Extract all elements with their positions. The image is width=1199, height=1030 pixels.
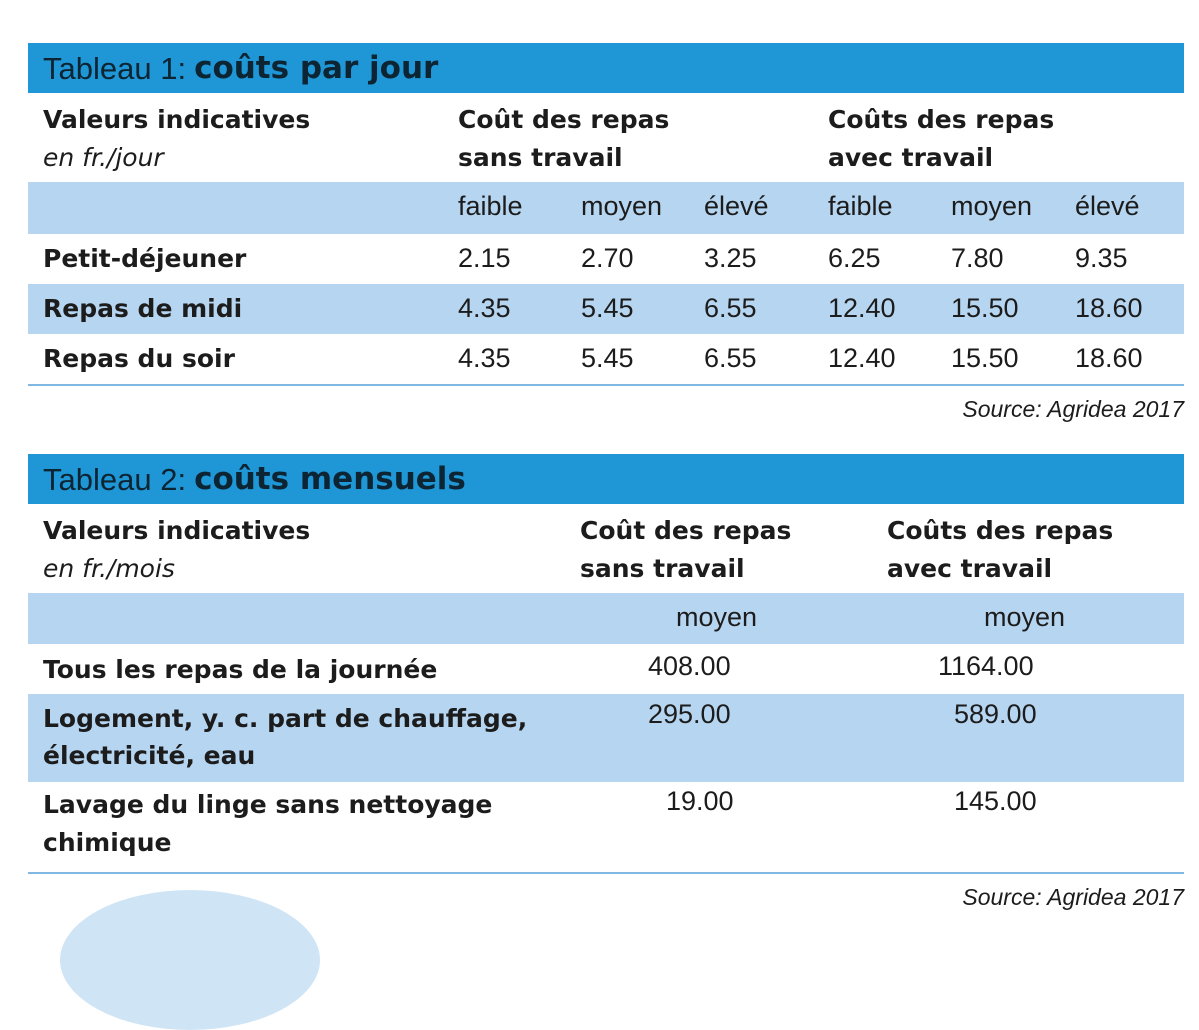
row-label: Petit-déjeuner [43, 244, 247, 273]
table2-group2-header-l2: avec travail [887, 554, 1053, 583]
table1-title-prefix: Tableau 1: [43, 50, 187, 86]
cell-value: 15.50 [951, 343, 1019, 373]
table1-subheader: élevé [1075, 191, 1140, 221]
cell-value: 3.25 [704, 243, 757, 273]
table2-subheader: moyen [984, 602, 1066, 632]
table1-subheader: moyen [581, 191, 663, 221]
table2-title-main: coûts mensuels [194, 460, 466, 497]
table2-title-prefix: Tableau 2: [43, 461, 187, 497]
table1-source: Source: Agridea 2017 [962, 396, 1184, 422]
table1-group1-header-l2: sans travail [458, 143, 623, 172]
row-label: chimique [43, 828, 172, 857]
table2-group1-header-l2: sans travail [580, 554, 745, 583]
table1-subheader: élevé [704, 191, 769, 221]
decorative-bubble [60, 890, 320, 1030]
table2-subheader-row [28, 593, 1184, 644]
table1-title-main: coûts par jour [194, 49, 439, 86]
cell-value: 12.40 [828, 293, 896, 323]
table-row [28, 334, 1184, 384]
cell-value: 6.25 [828, 243, 881, 273]
table1-header-row [28, 93, 1184, 182]
row-label: électricité, eau [43, 741, 256, 770]
cell-value: 18.60 [1075, 343, 1143, 373]
table2-group1-header-l1: Coût des repas [580, 516, 792, 545]
table1-group2-header-l2: avec travail [828, 143, 994, 172]
table1-group1-header-l1: Coût des repas [458, 105, 670, 134]
table1-subheader-row [28, 182, 1184, 234]
cell-value: 6.55 [704, 293, 757, 323]
cell-value: 15.50 [951, 293, 1019, 323]
table-row [28, 782, 1184, 872]
cell-value: 408.00 [648, 651, 731, 681]
table1-col0-header: Valeurs indicatives [43, 105, 311, 134]
table-row [28, 284, 1184, 334]
table1-title [28, 43, 1184, 93]
row-label: Repas du soir [43, 344, 235, 373]
row-label: Tous les repas de la journée [43, 655, 438, 684]
cell-value: 18.60 [1075, 293, 1143, 323]
row-label: Repas de midi [43, 294, 243, 323]
table1-col0-unit: en fr./jour [43, 143, 164, 172]
cell-value: 1164.00 [938, 651, 1034, 681]
table-row [28, 644, 1184, 694]
cell-value: 295.00 [648, 699, 731, 729]
cell-value: 9.35 [1075, 243, 1128, 273]
table-row [28, 694, 1184, 782]
table1-subheader: faible [458, 191, 523, 221]
table2-header-row [28, 504, 1184, 593]
cell-value: 2.15 [458, 243, 511, 273]
cell-value: 6.55 [704, 343, 757, 373]
table2-title [28, 454, 1184, 504]
cell-value: 4.35 [458, 343, 511, 373]
row-label: Logement, y. c. part de chauffage, [43, 704, 528, 733]
table-daily-costs [28, 43, 1184, 423]
table1-group2-header-l1: Coûts des repas [828, 105, 1055, 134]
cell-value: 5.45 [581, 343, 634, 373]
table2-source: Source: Agridea 2017 [962, 884, 1184, 910]
table-monthly-costs [28, 454, 1184, 911]
cell-value: 7.80 [951, 243, 1004, 273]
table2-subheader: moyen [676, 602, 758, 632]
cell-value: 145.00 [954, 786, 1037, 816]
table-row [28, 234, 1184, 284]
table2-group2-header-l1: Coûts des repas [887, 516, 1114, 545]
cell-value: 12.40 [828, 343, 896, 373]
cell-value: 2.70 [581, 243, 634, 273]
table2-col0-unit: en fr./mois [43, 554, 175, 583]
table1-subheader: faible [828, 191, 893, 221]
row-label: Lavage du linge sans nettoyage [43, 790, 493, 819]
cell-value: 5.45 [581, 293, 634, 323]
cell-value: 589.00 [954, 699, 1037, 729]
table2-col0-header: Valeurs indicatives [43, 516, 311, 545]
cell-value: 19.00 [666, 786, 734, 816]
table1-subheader: moyen [951, 191, 1033, 221]
cell-value: 4.35 [458, 293, 511, 323]
